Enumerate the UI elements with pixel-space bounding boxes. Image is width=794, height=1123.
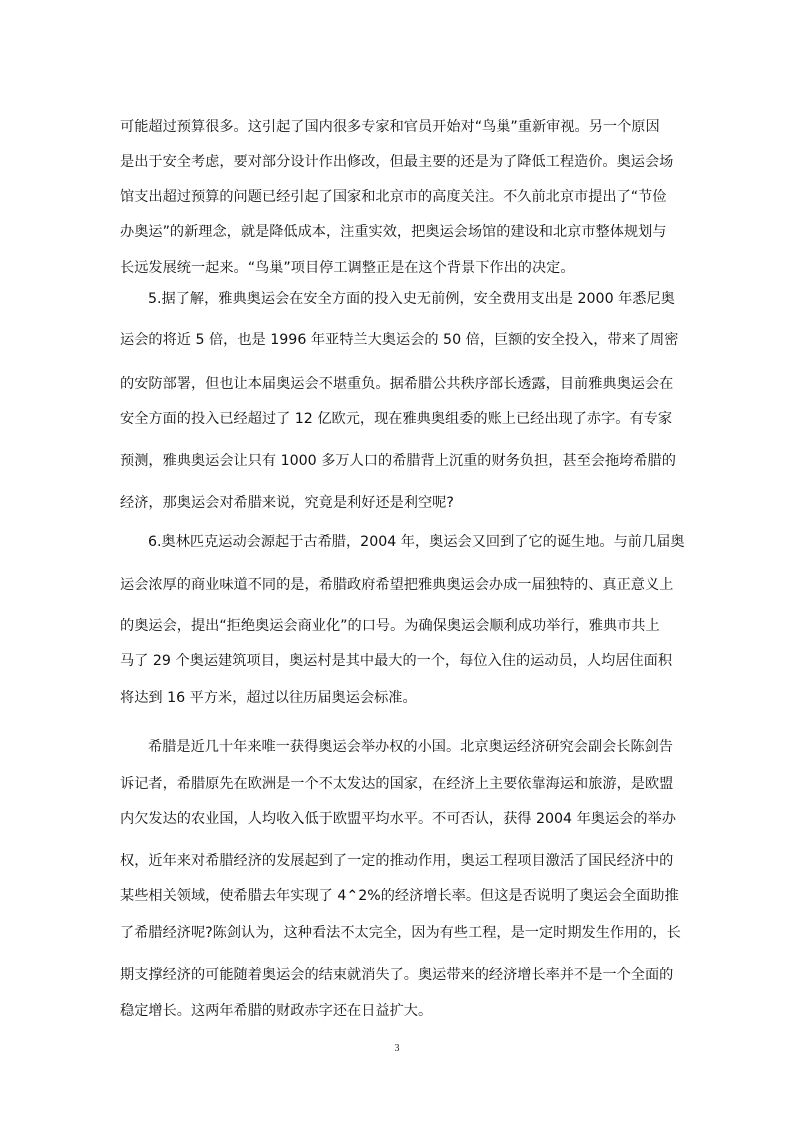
text-line: 了希腊经济呢?陈剑认为，这种看法不太完全，因为有些工程，是一定时期发生作用的，长 (120, 925, 681, 941)
text-line: 经济，那奥运会对希腊来说，究竟是利好还是利空呢? (120, 495, 454, 511)
page-number: 3 (394, 1043, 400, 1054)
paragraph-5-start: 5.据了解，雅典奥运会在安全方面的投入史无前例，安全费用支出是 2000 年悉尼奥 (148, 291, 675, 307)
text-line: 运会的将近 5 倍，也是 1996 年亚特兰大奥运会的 50 倍，巨额的安全投入，带来了周密 (120, 332, 679, 348)
text-line: 内欠发达的农业国，人均收入低于欧盟平均水平。不可否认，获得 2004 年奥运会的举办 (120, 811, 676, 827)
text-line: 是出于安全考虑，要对部分设计作出修改，但最主要的还是为了降低工程造价。奥运会场 (120, 154, 674, 170)
text-line: 的安防部署，但也让本届奥运会不堪重负。据希腊公共秩序部长透露，目前雅典奥运会在 (120, 376, 674, 392)
text-line: 期支撑经济的可能随着奥运会的结束就消失了。奥运带来的经济增长率并不是一个全面的 (120, 967, 674, 983)
text-line: 的奥运会，提出“拒绝奥运会商业化”的口号。为确保奥运会顺利成功举行，雅典市共上 (120, 618, 660, 634)
text-line: 马了 29 个奥运建筑项目，奥运村是其中最大的一个，每位入住的运动员，人均居住面积 (120, 653, 673, 669)
text-line: 预测，雅典奥运会让只有 1000 多万人口的希腊背上沉重的财务负担，甚至会拖垮希腊的 (120, 453, 676, 469)
paragraph-6-start: 6.奥林匹克运动会源起于古希腊，2004 年，奥运会又回到了它的诞生地。与前几届奥 (148, 534, 685, 550)
text-line: 诉记者，希腊原先在欧洲是一个不太发达的国家，在经济上主要依靠海运和旅游，是欧盟 (120, 776, 674, 792)
text-line: 安全方面的投入已经超过了 12 亿欧元，现在雅典奥组委的账上已经出现了赤字。有专家 (120, 411, 673, 427)
text-line: 办奥运”的新理念，就是降低成本，注重实效，把奥运会场馆的建设和北京市整体规划与 (120, 224, 667, 240)
text-line: 稳定增长。这两年希腊的财政赤字还在日益扩大。 (120, 1003, 433, 1019)
text-line: 权，近年来对希腊经济的发展起到了一定的推动作用，奥运工程项目激活了国民经济中的 (120, 853, 674, 869)
text-line: 可能超过预算很多。这引起了国内很多专家和官员开始对“鸟巢”重新审视。另一个原因 (120, 119, 660, 135)
paragraph-7-start: 希腊是近几十年来唯一获得奥运会举办权的小国。北京奥运经济研究会副会长陈剑告 (148, 739, 673, 755)
text-line: 长远发展统一起来。“鸟巢”项目停工调整正是在这个背景下作出的决定。 (120, 260, 575, 276)
text-line: 将达到 16 平方米，超过以往历届奥运会标准。 (120, 690, 417, 706)
text-line: 某些相关领域，使希腊去年实现了 4⌃2%的经济增长率。但这是否说明了奥运会全面助推 (120, 888, 679, 904)
text-line: 运会浓厚的商业味道不同的是，希腊政府希望把雅典奥运会办成一届独特的、真正意义上 (120, 577, 674, 593)
text-line: 馆支出超过预算的问题已经引起了国家和北京市的高度关注。不久前北京市提出了“节俭 (120, 189, 667, 205)
